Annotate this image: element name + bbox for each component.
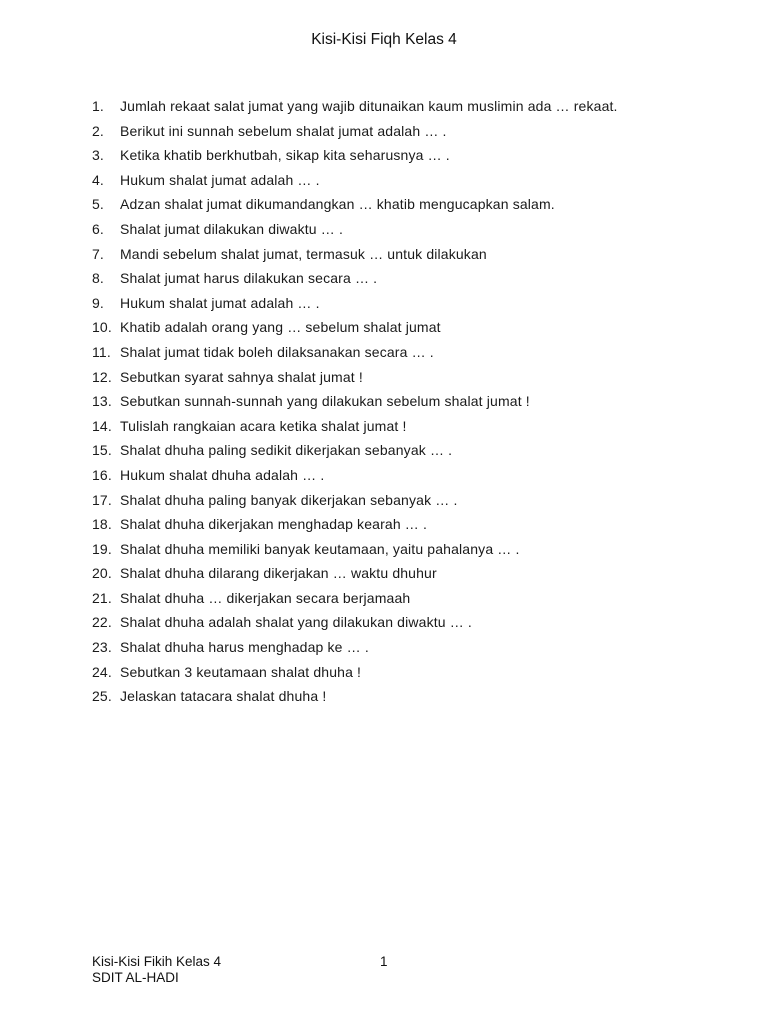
question-text: Shalat dhuha harus menghadap ke … .	[120, 639, 369, 656]
question-number: 10.	[92, 319, 112, 336]
question-item	[92, 512, 692, 537]
question-text: Ketika khatib berkhutbah, sikap kita seharusnya … .	[120, 147, 450, 164]
question-text: Shalat dhuha paling banyak dikerjakan sebanyak … .	[120, 491, 458, 508]
question-item	[92, 561, 692, 586]
question-number: 15.	[92, 442, 112, 459]
question-number: 24.	[92, 663, 112, 680]
question-number: 5.	[92, 196, 104, 213]
question-text: Shalat dhuha paling sedikit dikerjakan sebanyak … .	[120, 442, 453, 459]
question-text: Adzan shalat jumat dikumandangkan … khatib mengucapkan salam.	[120, 196, 555, 213]
question-text: Shalat jumat dilakukan diwaktu … .	[120, 220, 343, 237]
question-text: Mandi sebelum shalat jumat, termasuk … untuk dilakukan	[120, 245, 487, 262]
question-text: Jelaskan tatacara shalat dhuha !	[120, 688, 327, 705]
page-title: Kisi-Kisi Fiqh Kelas 4	[311, 31, 457, 48]
footer-document-name: Kisi-Kisi Fikih Kelas 4	[92, 954, 222, 969]
question-item	[92, 660, 692, 685]
question-item	[92, 586, 692, 611]
question-text: Hukum shalat jumat adalah … .	[120, 294, 320, 311]
question-item	[92, 610, 692, 635]
question-item	[92, 119, 692, 144]
question-text: Hukum shalat jumat adalah … .	[120, 171, 320, 188]
question-item	[92, 291, 692, 316]
question-number: 18.	[92, 516, 112, 533]
question-number: 16.	[92, 466, 112, 483]
question-text: Shalat jumat tidak boleh dilaksanakan secara … .	[120, 343, 434, 360]
question-number: 14.	[92, 417, 112, 434]
question-number: 22.	[92, 614, 112, 631]
question-text: Khatib adalah orang yang … sebelum shalat jumat	[120, 319, 441, 336]
question-number: 13.	[92, 393, 112, 410]
question-number: 17.	[92, 491, 112, 508]
question-list	[92, 94, 692, 709]
question-number: 11.	[92, 343, 111, 360]
question-item	[92, 242, 692, 267]
question-item	[92, 315, 692, 340]
question-text: Sebutkan 3 keutamaan shalat dhuha !	[120, 663, 362, 680]
question-text: Sebutkan syarat sahnya shalat jumat !	[120, 368, 363, 385]
footer-page-number: 1	[380, 954, 388, 969]
question-number: 12.	[92, 368, 112, 385]
question-item	[92, 684, 692, 709]
question-item	[92, 168, 692, 193]
question-item	[92, 488, 692, 513]
question-number: 25.	[92, 688, 112, 705]
question-number: 3.	[92, 147, 104, 164]
question-text: Shalat jumat harus dilakukan secara … .	[120, 270, 378, 287]
question-item	[92, 217, 692, 242]
question-number: 7.	[92, 245, 104, 262]
question-text: Shalat dhuha … dikerjakan secara berjamaah	[120, 589, 411, 606]
question-item	[92, 438, 692, 463]
footer-school-name: SDIT AL-HADI	[92, 970, 179, 985]
question-item	[92, 266, 692, 291]
question-number: 6.	[92, 220, 104, 237]
question-item	[92, 340, 692, 365]
question-number: 1.	[92, 98, 104, 114]
question-item	[92, 389, 692, 414]
question-text: Shalat dhuha dilarang dikerjakan … waktu dhuhur	[120, 565, 437, 582]
question-item	[92, 94, 692, 119]
question-number: 8.	[92, 270, 104, 287]
footer-info	[92, 954, 221, 986]
question-item	[92, 192, 692, 217]
question-item	[92, 365, 692, 390]
question-text: Berikut ini sunnah sebelum shalat jumat adalah … .	[120, 122, 447, 139]
question-number: 23.	[92, 639, 112, 656]
question-number: 4.	[92, 171, 104, 188]
question-number: 19.	[92, 540, 112, 557]
question-item	[92, 414, 692, 439]
question-item	[92, 635, 692, 660]
question-item	[92, 537, 692, 562]
question-text: Hukum shalat dhuha adalah … .	[120, 466, 325, 483]
question-number: 2.	[92, 122, 104, 139]
question-text: Shalat dhuha adalah shalat yang dilakukan diwaktu … .	[120, 614, 472, 631]
question-text: Jumlah rekaat salat jumat yang wajib ditunaikan kaum muslimin ada … rekaat.	[120, 98, 618, 114]
question-number: 21.	[92, 589, 112, 606]
question-item	[92, 143, 692, 168]
question-text: Sebutkan sunnah-sunnah yang dilakukan sebelum shalat jumat !	[120, 393, 530, 410]
question-number: 9.	[92, 294, 104, 311]
question-number: 20.	[92, 565, 112, 582]
question-text: Tulislah rangkaian acara ketika shalat jumat !	[120, 417, 407, 434]
question-text: Shalat dhuha memiliki banyak keutamaan, yaitu pahalanya … .	[120, 540, 520, 557]
question-item	[92, 463, 692, 488]
question-text: Shalat dhuha dikerjakan menghadap kearah … .	[120, 516, 428, 533]
